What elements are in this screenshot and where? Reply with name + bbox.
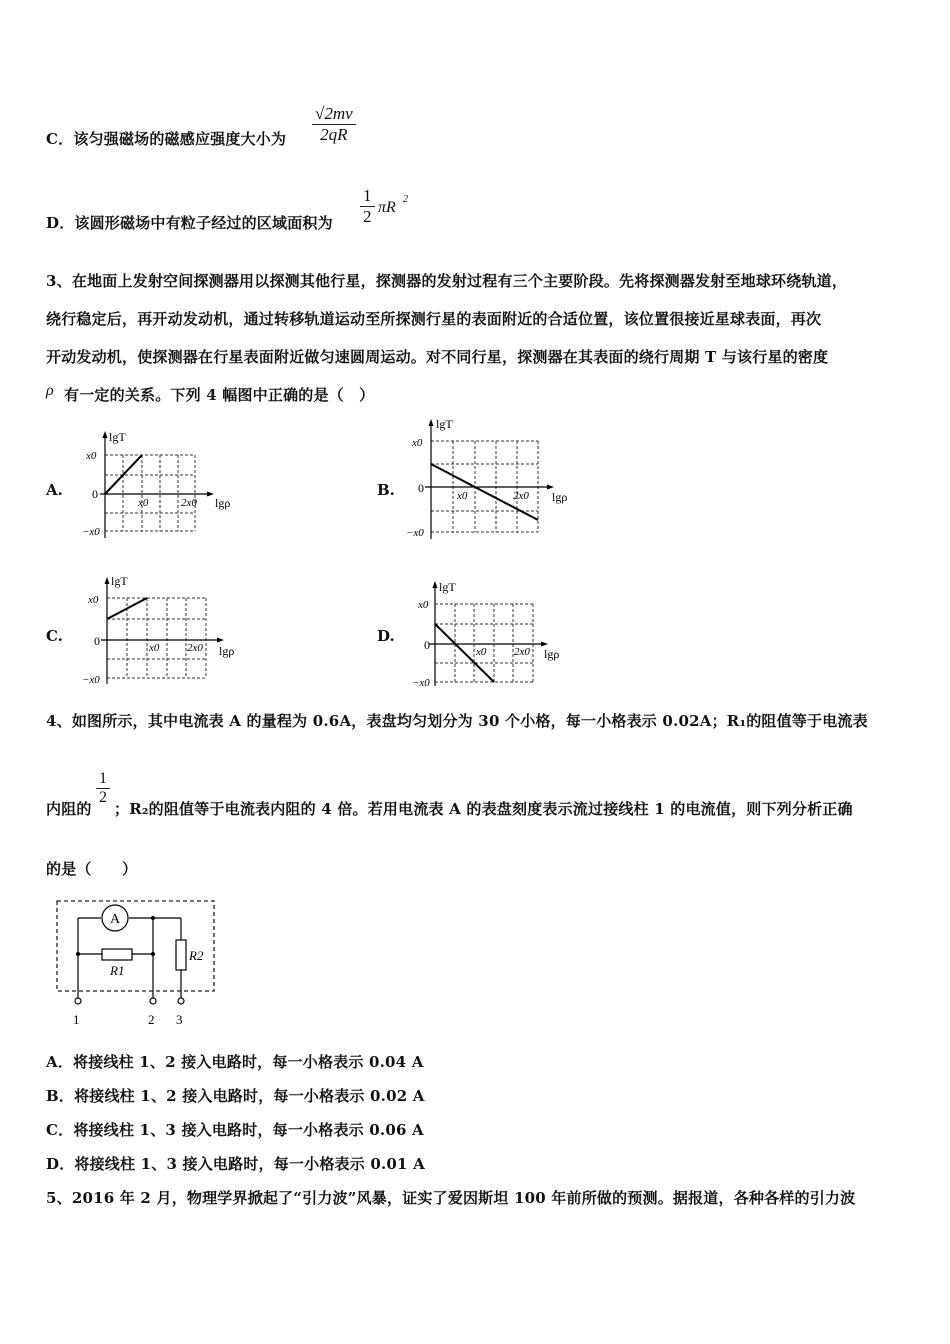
graph-a xyxy=(78,428,238,543)
x-tick-x0: x0 xyxy=(457,490,468,502)
x-axis-label: lgρ xyxy=(544,647,560,661)
q4-option-a: A．将接线柱 1、2 接入电路时，每一小格表示 0.04 A xyxy=(46,1053,424,1071)
graph-d xyxy=(412,578,582,688)
q4-line-1: 4、如图所示，其中电流表 A 的量程为 0.6A，表盘均匀划分为 30 个小格，每一小格表示 0.02A；R₁的阻值等于电流表 xyxy=(46,712,868,730)
q4-line-2a: 内阻的 xyxy=(46,800,92,818)
origin-label: 0 xyxy=(94,634,100,648)
q3-line-1: 3、在地面上发射空间探测器用以探测其他行星，探测器的发射过程有三个主要阶段。先将探测器发射至地球环绕轨道， xyxy=(46,272,848,290)
q3-line-2: 绕行稳定后，再开动发动机，通过转移轨道运动至所探测行星的表面附近的合适位置，该位置很接近星球表面，再次 xyxy=(46,310,822,328)
terminal-2-icon xyxy=(150,998,156,1004)
q4-option-c: C．将接线柱 1、3 接入电路时，每一小格表示 0.06 A xyxy=(46,1121,424,1139)
y-axis-label: lgT xyxy=(109,430,126,444)
graph-c xyxy=(80,574,250,686)
pi-r-exponent: 2 xyxy=(403,194,408,205)
q4-fraction xyxy=(96,770,110,807)
terminal-1-icon xyxy=(75,998,81,1004)
q4-option-b: B．将接线柱 1、2 接入电路时，每一小格表示 0.02 A xyxy=(46,1087,425,1105)
y-tick-neg-x0: −x0 xyxy=(82,526,100,538)
graph-b xyxy=(400,414,590,544)
x-axis-label: lgρ xyxy=(215,496,231,510)
origin-label: 0 xyxy=(418,481,424,495)
y-tick-x0: x0 xyxy=(86,450,97,462)
graph-d-label: D. xyxy=(377,627,395,645)
q2-option-d-fraction xyxy=(360,186,375,227)
r2-label: R2 xyxy=(189,948,204,963)
y-tick-neg-x0: −x0 xyxy=(412,677,430,688)
q2-option-d: D．该圆形磁场中有粒子经过的区域面积为 xyxy=(46,214,333,232)
r1-label: R1 xyxy=(110,963,125,978)
q3-line-3: 开动发动机，使探测器在行星表面附近做匀速圆周运动。对不同行星，探测器在其表面的绕行周期 T 与该行星的密度 xyxy=(46,348,829,366)
graph-a-label: A. xyxy=(46,481,63,499)
x-tick-x0: x0 xyxy=(149,642,160,654)
frac-numerator: 1 xyxy=(96,770,110,789)
x-tick-2x0: 2x0 xyxy=(513,490,529,502)
pi-r-term: πR xyxy=(378,199,396,216)
origin-label: 0 xyxy=(92,487,98,501)
graph-b-label: B. xyxy=(377,481,395,499)
x-tick-2x0: 2x0 xyxy=(181,497,197,509)
y-axis-label: lgT xyxy=(439,580,456,594)
q4-line-2b: ；R₂的阻值等于电流表内阻的 4 倍。若用电流表 A 的表盘刻度表示流过接线柱 1 的电流值，则下列分析正确 xyxy=(114,800,853,818)
y-axis-label: lgT xyxy=(436,417,453,431)
y-axis-label: lgT xyxy=(111,574,128,588)
q2-option-c: C．该匀强磁场的磁感应强度大小为 xyxy=(46,130,287,148)
q4-option-d: D．将接线柱 1、3 接入电路时，每一小格表示 0.01 A xyxy=(46,1155,425,1173)
circuit-diagram xyxy=(52,898,222,1028)
frac-denominator: 2qR xyxy=(320,125,348,144)
origin-label: 0 xyxy=(424,638,430,652)
y-tick-neg-x0: −x0 xyxy=(82,674,100,686)
y-tick-x0: x0 xyxy=(88,594,99,606)
frac-numerator: √2mv xyxy=(312,104,356,125)
x-tick-2x0: 2x0 xyxy=(187,642,203,654)
q5-line-1: 5、2016 年 2 月，物理学界掀起了“引力波”风暴，证实了爱因斯坦 100 年前所做的预测。据报道，各种各样的引力波 xyxy=(46,1189,856,1207)
x-axis-label: lgρ xyxy=(219,644,235,658)
terminal-3-icon xyxy=(178,998,184,1004)
r1-resistor-icon xyxy=(102,949,132,960)
x-tick-x0: x0 xyxy=(476,646,487,658)
x-tick-x0: x0 xyxy=(138,497,149,509)
r2-resistor-icon xyxy=(176,940,186,970)
rho-symbol: ρ xyxy=(46,382,54,399)
q2-option-c-fraction xyxy=(312,104,356,145)
ammeter-label: A xyxy=(110,912,121,927)
q4-line-3: 的是（ ） xyxy=(46,860,138,878)
y-tick-neg-x0: −x0 xyxy=(406,527,424,539)
q3-line-4: 有一定的关系。下列 4 幅图中正确的是（ ） xyxy=(64,386,375,404)
terminal-1-label: 1 xyxy=(73,1012,80,1027)
terminal-2-label: 2 xyxy=(148,1012,155,1027)
x-tick-2x0: 2x0 xyxy=(514,646,530,658)
y-tick-x0: x0 xyxy=(412,437,423,449)
frac-denominator: 2 xyxy=(363,207,372,226)
dashed-box xyxy=(57,901,214,991)
graph-c-label: C. xyxy=(46,627,63,645)
y-tick-x0: x0 xyxy=(418,599,429,611)
frac-numerator: 1 xyxy=(360,186,375,207)
terminal-3-label: 3 xyxy=(176,1012,183,1027)
x-axis-label: lgρ xyxy=(552,490,568,504)
frac-denominator: 2 xyxy=(99,789,107,806)
